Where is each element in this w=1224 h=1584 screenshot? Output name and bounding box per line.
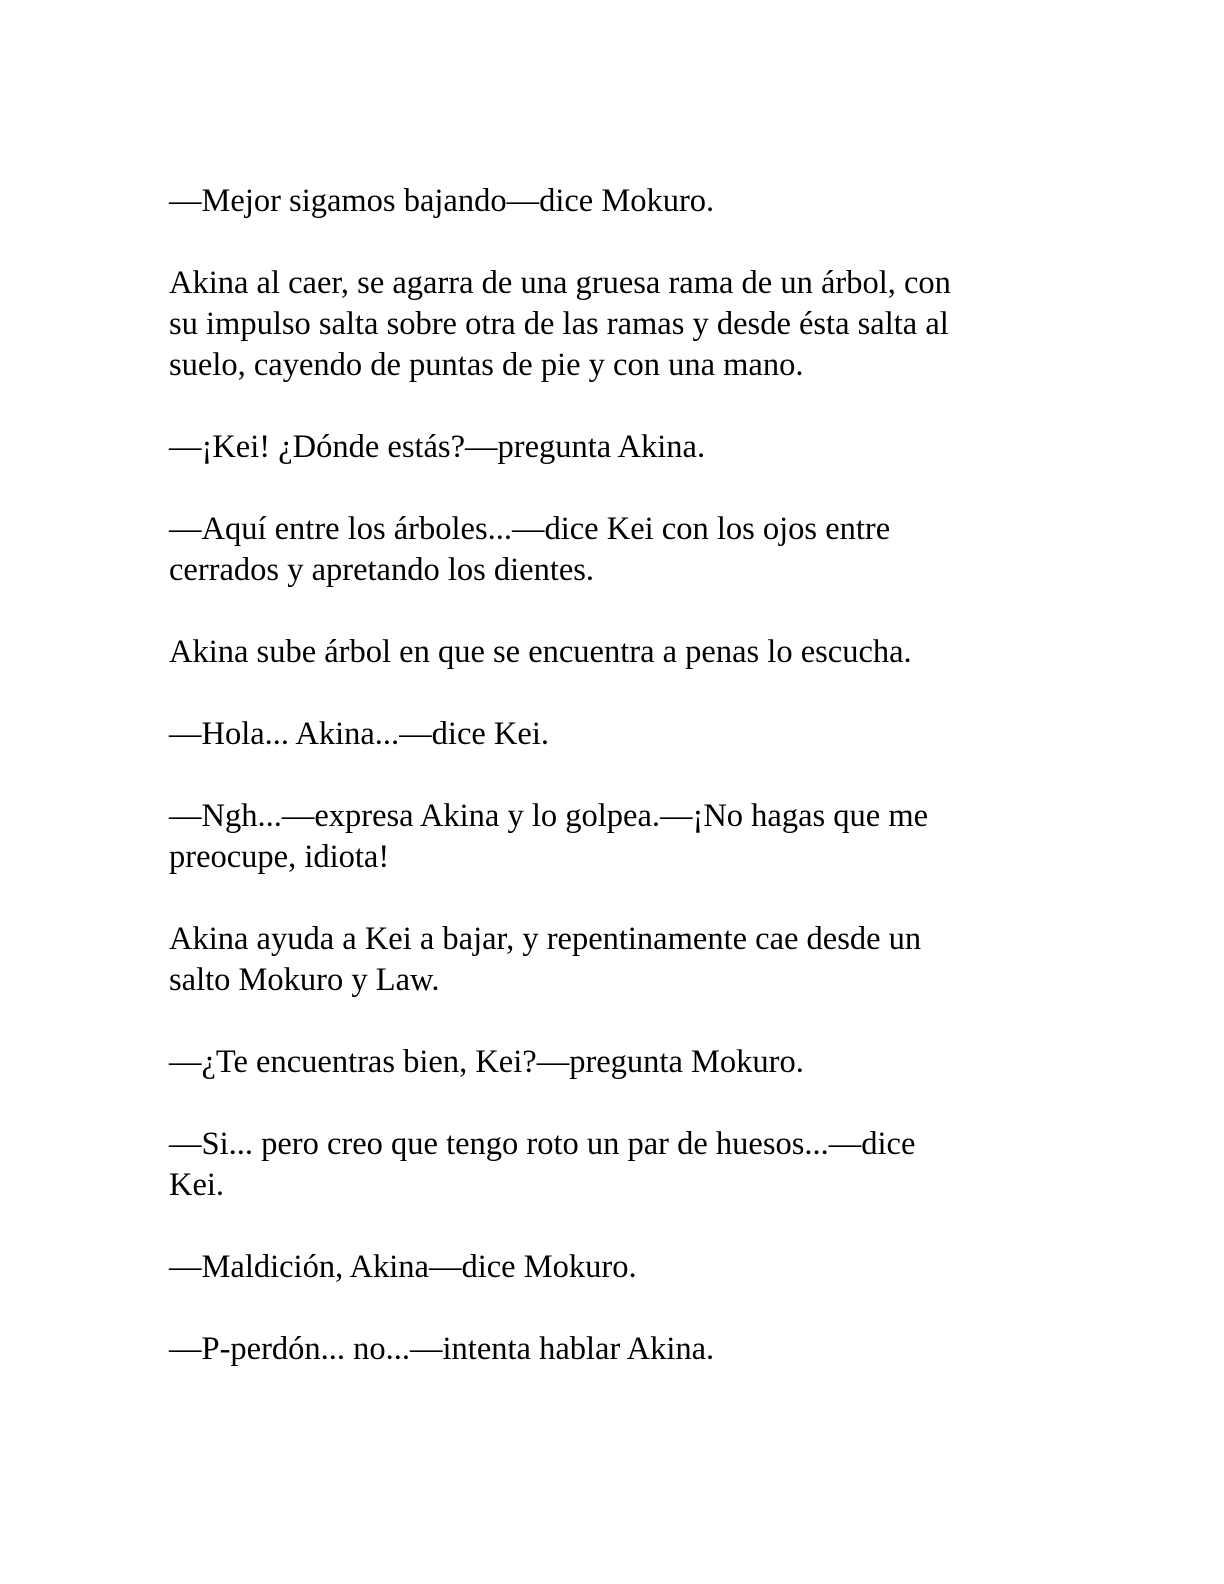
page-body-text — [169, 181, 1049, 1411]
paragraph — [169, 1247, 1049, 1288]
text-line: —¿Te encuentras bien, Kei?—pregunta Mokuro. — [169, 1044, 804, 1080]
text-line: —Aquí entre los árboles...—dice Kei con los ojos entre — [169, 511, 891, 547]
paragraph — [169, 1042, 1049, 1083]
text-line: —Si... pero creo que tengo roto un par de huesos...—dice — [169, 1126, 916, 1162]
text-line: su impulso salta sobre otra de las ramas y desde ésta salta al — [169, 306, 949, 342]
text-line: salto Mokuro y Law. — [169, 962, 440, 998]
text-line: preocupe, idiota! — [169, 839, 390, 875]
text-line: —Maldición, Akina—dice Mokuro. — [169, 1249, 637, 1285]
text-line: —P-perdón... no...—intenta hablar Akina. — [169, 1331, 715, 1367]
paragraph — [169, 632, 1049, 673]
text-line: Akina ayuda a Kei a bajar, y repentinamente cae desde un — [169, 921, 922, 957]
text-line: —Ngh...—expresa Akina y lo golpea.—¡No hagas que me — [169, 798, 929, 834]
paragraph — [169, 263, 1049, 386]
paragraph — [169, 509, 1049, 591]
paragraph — [169, 1329, 1049, 1370]
paragraph — [169, 181, 1049, 222]
text-line: —Hola... Akina...—dice Kei. — [169, 716, 549, 752]
text-line: Kei. — [169, 1167, 225, 1203]
paragraph — [169, 714, 1049, 755]
paragraph — [169, 427, 1049, 468]
paragraph — [169, 796, 1049, 878]
text-line: —¡Kei! ¿Dónde estás?—pregunta Akina. — [169, 429, 706, 465]
text-line: —Mejor sigamos bajando—dice Mokuro. — [169, 183, 715, 219]
paragraph — [169, 919, 1049, 1001]
paragraph — [169, 1124, 1049, 1206]
text-line: cerrados y apretando los dientes. — [169, 552, 595, 588]
text-line: Akina al caer, se agarra de una gruesa rama de un árbol, con — [169, 265, 951, 301]
text-line: Akina sube árbol en que se encuentra a penas lo escucha. — [169, 634, 912, 670]
text-line: suelo, cayendo de puntas de pie y con una mano. — [169, 347, 804, 383]
